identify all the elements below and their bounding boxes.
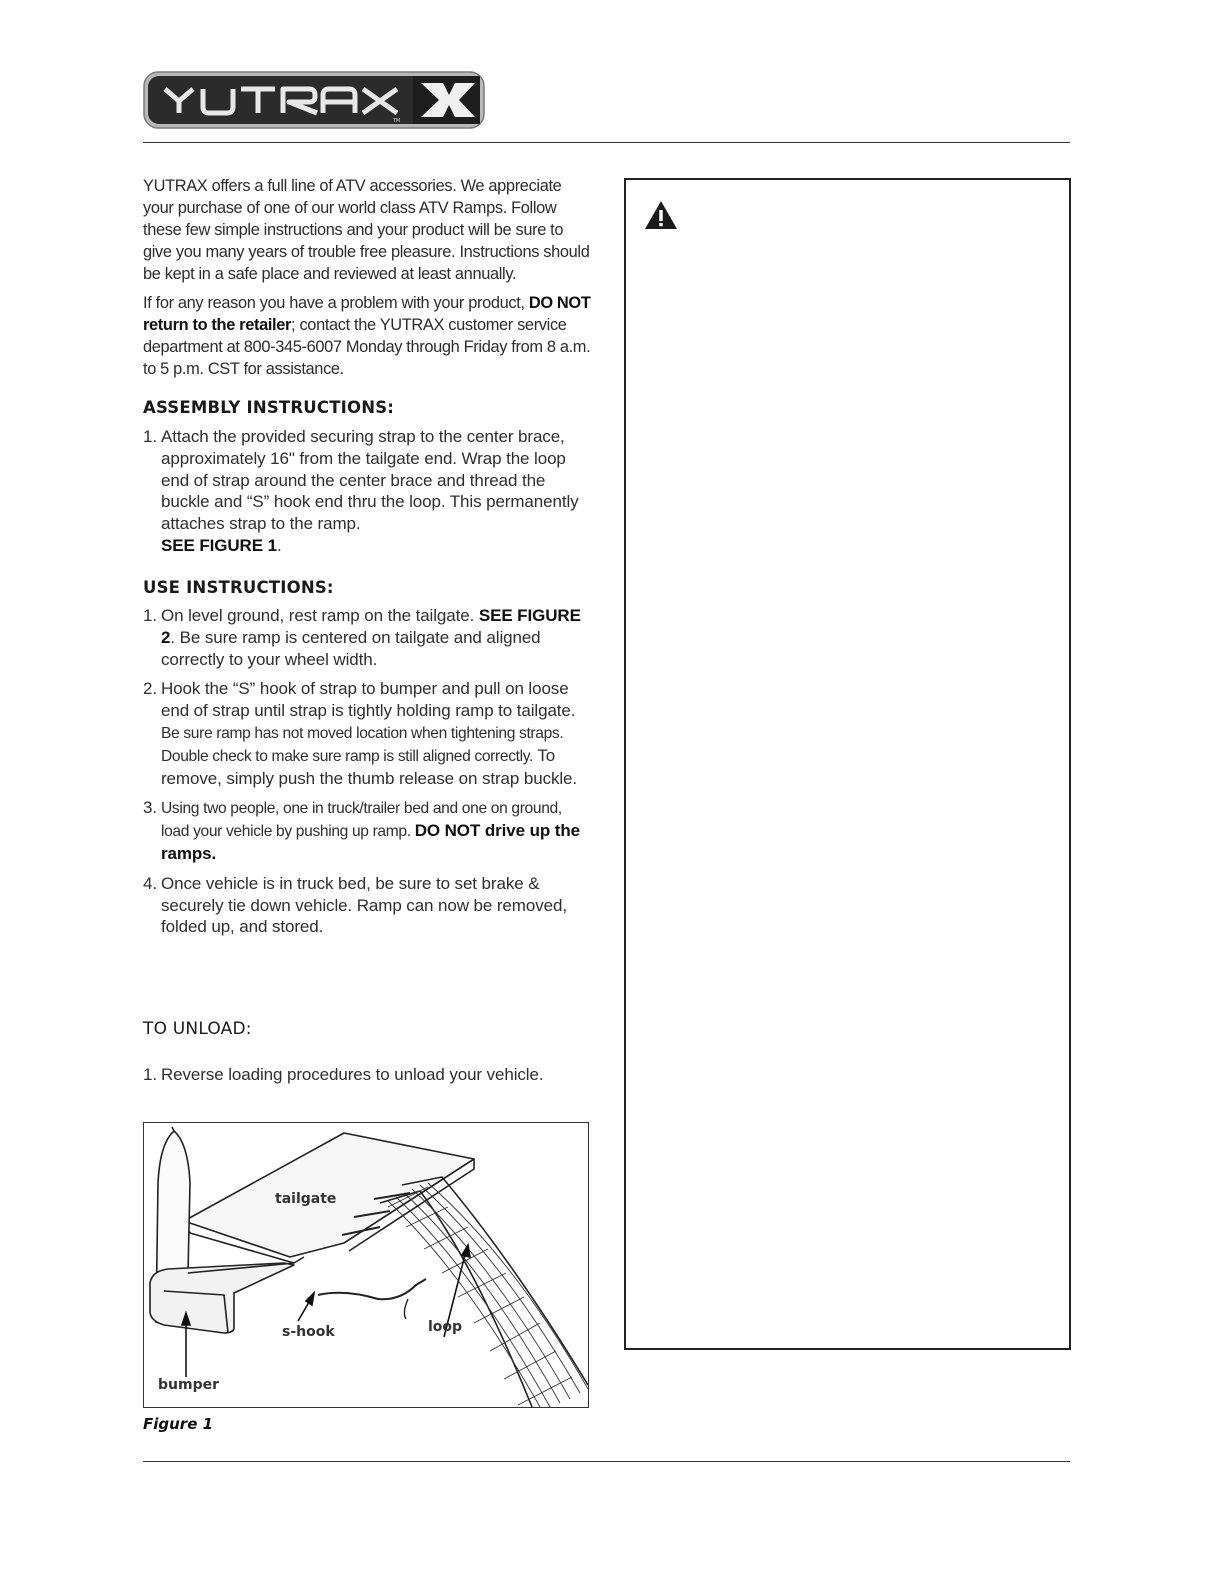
- support-text-end: ; contact the YUTRAX customer service department at 800-345-6007 Monday through Friday from 8 a.m. to 5 p.m. CST for assistance.: [143, 316, 591, 378]
- use-heading: USE INSTRUCTIONS:: [143, 578, 334, 597]
- use-step-4: [143, 873, 593, 938]
- support-text-start: If for any reason you have a problem with your product,: [143, 294, 529, 312]
- step-number: 1.: [143, 1065, 157, 1084]
- assembly-heading: ASSEMBLY INSTRUCTIONS:: [143, 398, 395, 417]
- bumper-label: bumper: [158, 1377, 219, 1393]
- step-number: 2.: [143, 679, 157, 699]
- step-note: Be sure ramp has not moved location when tightening straps. Double check to make sure ramp is still aligned correctly.: [161, 724, 564, 765]
- unload-list: [143, 1064, 593, 1086]
- use-list: [143, 605, 593, 938]
- step-number: 1.: [143, 606, 157, 625]
- warning-box: [624, 178, 1071, 1350]
- s-hook-label: s-hook: [282, 1324, 335, 1340]
- step-text-end: To remove, simply push the thumb release on strap buckle.: [161, 745, 578, 788]
- unload-heading: TO UNLOAD:: [143, 1019, 252, 1039]
- loop-label: loop: [428, 1319, 463, 1335]
- do-not-drive-warning: DO NOT drive up the ramps.: [161, 821, 580, 863]
- step-text: Reverse loading procedures to unload your vehicle.: [161, 1065, 544, 1084]
- assembly-step-1: [143, 426, 593, 557]
- use-section: [143, 578, 593, 946]
- intro-paragraph: YUTRAX offers a full line of ATV accessories. We appreciate your purchase of one of our world class ATV Ramps. Follow these few simple instructions and your product will be sure to give you many years of trouble free pleasure. Instructions should be kept in a safe place and reviewed at least annually.: [143, 177, 590, 283]
- step-text: Using two people, one in truck/trailer bed and one on ground, load your vehicle by pushing up ramp.: [161, 800, 562, 841]
- step-text: Attach the provided securing strap to the center brace, approximately 16" from the tailgate end. Wrap the loop end of strap around the center brace and thread the buckle and “S” hook end thru the loop. This permanently attaches strap to the ramp.: [161, 427, 579, 534]
- yutrax-logo: [143, 71, 485, 134]
- step-number: 3.: [143, 798, 157, 818]
- header-divider: [143, 142, 1070, 143]
- use-step-3: [143, 797, 593, 864]
- footer-divider: [143, 1461, 1070, 1462]
- trademark-mark: TM: [393, 118, 401, 124]
- ramp-tailgate-drawing: [144, 1123, 588, 1407]
- do-not-return-notice: DO NOT return to the retailer: [143, 294, 591, 334]
- step-text-end: .: [276, 535, 282, 555]
- assembly-section: [143, 398, 593, 565]
- step-text: Once vehicle is in truck bed, be sure to set brake & securely tie down vehicle. Ramp can now be removed, folded up, and stored.: [161, 873, 567, 937]
- step-text: On level ground, rest ramp on the tailgate.: [161, 606, 479, 625]
- step-text: Hook the “S” hook of strap to bumper and pull on loose end of strap until strap is tightly holding ramp to tailgate.: [161, 679, 576, 721]
- step-text-end: . Be sure ramp is centered on tailgate and aligned correctly to your wheel width.: [161, 627, 541, 669]
- support-paragraph: [143, 292, 593, 380]
- assembly-list: [143, 426, 593, 557]
- yutrax-logo-badge: [143, 71, 485, 129]
- intro-section: [143, 175, 593, 387]
- warning-triangle-icon: [644, 200, 678, 230]
- unload-step-1: [143, 1064, 593, 1086]
- figure-reference: SEE FIGURE 1: [161, 535, 277, 555]
- figure-1-caption: Figure 1: [143, 1415, 214, 1433]
- step-number: 1.: [143, 427, 157, 446]
- step-number: 4.: [143, 873, 157, 893]
- figure-1-illustration: [143, 1122, 589, 1408]
- use-step-1: [143, 605, 593, 670]
- figure-reference: SEE FIGURE 2: [161, 606, 581, 647]
- use-step-2: [143, 678, 593, 789]
- tailgate-label: tailgate: [275, 1191, 337, 1207]
- unload-section: [143, 1019, 593, 1094]
